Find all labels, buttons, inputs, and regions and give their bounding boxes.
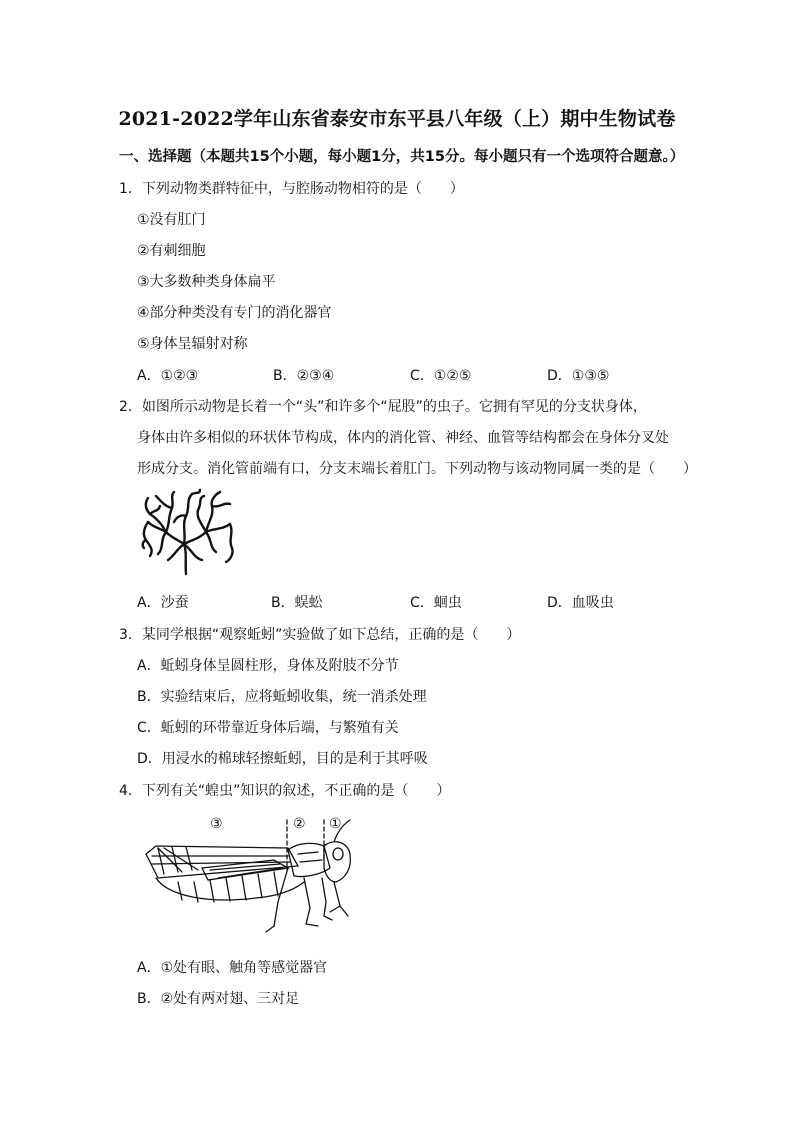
q2-choice-d[interactable]: D．血吸虫	[547, 595, 614, 611]
figure-label-1: ①	[329, 816, 342, 832]
q1-choice-c[interactable]: C．①②⑤	[410, 368, 472, 384]
q1-stem: 1．下列动物类群特征中，与腔肠动物相符的是（ ）	[119, 181, 464, 197]
q2-choices	[137, 592, 677, 612]
q3-choice-b[interactable]: B．实验结束后，应将蚯蚓收集，统一消杀处理	[137, 689, 427, 705]
q4-stem: 4．下列有关“蝗虫”知识的叙述，不正确的是（ ）	[119, 783, 451, 799]
q1-statement: ②有刺细胞	[137, 243, 206, 259]
q4-choice-a[interactable]: A．①处有眼、触角等感觉器官	[137, 960, 328, 976]
q3-choice-d[interactable]: D．用浸水的棉球轻擦蚯蚓，目的是利于其呼吸	[137, 751, 428, 767]
section-heading: 一、选择题（本题共15个小题，每小题1分，共15分。每小题只有一个选项符合题意。）	[119, 149, 685, 165]
q2-stem-line: 2．如图所示动物是长着一个“头”和许多个“屁股”的虫子。它拥有罕见的分支状身体，	[119, 399, 647, 415]
q3-stem: 3．某同学根据“观察蚯蚓”实验做了如下总结，正确的是（ ）	[119, 627, 521, 643]
q4-choice-b[interactable]: B．②处有两对翅、三对足	[137, 991, 300, 1007]
q1-choices	[137, 365, 677, 385]
q1-statement: ①没有肛门	[137, 212, 206, 228]
q1-statement: ⑤身体呈辐射对称	[137, 336, 248, 352]
q3-choice-c[interactable]: C．蚯蚓的环带靠近身体后端，与繁殖有关	[137, 720, 399, 736]
q2-choice-c[interactable]: C．蛔虫	[410, 595, 462, 611]
exam-title: 2021-2022学年山东省泰安市东平县八年级（上）期中生物试卷	[118, 108, 676, 130]
q2-stem-line: 身体由许多相似的环状体节构成，体内的消化管、神经、血管等结构都会在身体分叉处	[137, 430, 669, 446]
branching-worm-figure	[140, 488, 236, 578]
q2-stem-line: 形成分支。消化管前端有口，分支末端长着肛门。下列动物与该动物同属一类的是（ ）	[137, 461, 697, 477]
grasshopper-drawing	[138, 812, 358, 942]
q1-choice-d[interactable]: D．①③⑤	[547, 368, 610, 384]
q2-choice-b[interactable]: B．蜈蚣	[271, 595, 323, 611]
q1-choice-b[interactable]: B．②③④	[273, 368, 335, 384]
q2-choice-a[interactable]: A．沙蚕	[137, 595, 189, 611]
grasshopper-figure	[138, 812, 358, 942]
figure-label-2: ②	[293, 816, 306, 832]
q1-statement: ③大多数种类身体扁平	[137, 274, 276, 290]
q3-choice-a[interactable]: A．蚯蚓身体呈圆柱形，身体及附肢不分节	[137, 658, 399, 674]
q1-choice-a[interactable]: A．①②③	[137, 368, 199, 384]
q1-statement: ④部分种类没有专门的消化器官	[137, 305, 332, 321]
figure-label-3: ③	[210, 816, 223, 832]
